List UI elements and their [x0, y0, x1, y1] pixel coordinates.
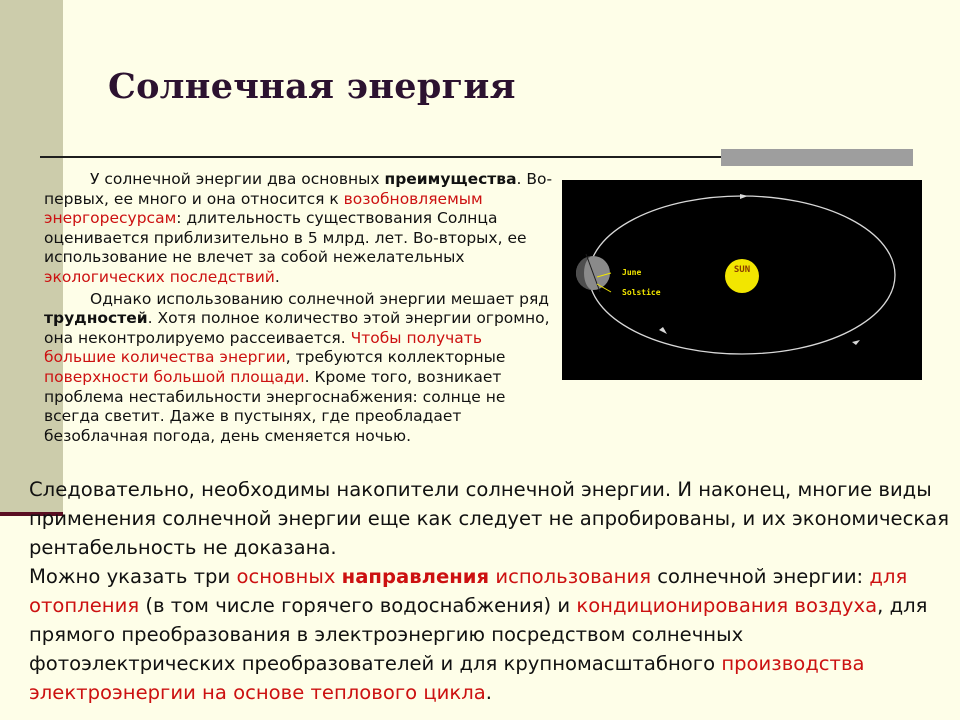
- highlight-large-surfaces: поверхности большой площади: [44, 367, 305, 386]
- highlight-thermal-cycle: производства электроэнергии на основе теплового цикла: [29, 652, 865, 704]
- paragraph-conclusion: Следовательно, необходимы накопители солнечной энергии. И наконец, многие виды применения солнечной энергии еще как следует не апробированы, и их экономическая рентабельность не доказана.: [29, 478, 949, 559]
- text-run: : длительность существования Солнца оценивается приблизительно в 5 млрд. лет. Во-вторых, ее использование не влечет за собой нежелательных: [44, 209, 527, 267]
- highlight-large-quantities: Чтобы получать большие количества энергии: [44, 328, 482, 367]
- upper-text-block: [44, 170, 554, 446]
- highlight-renewable: возобновляемым энергоресурсам: [44, 189, 483, 228]
- paragraph-advantages: [44, 170, 554, 288]
- orbit-svg: [562, 180, 922, 380]
- orbit-arrow-left: [659, 327, 667, 334]
- lower-text-block: [29, 475, 949, 707]
- text-run: .: [485, 681, 492, 704]
- highlight-usage: использования: [495, 565, 652, 588]
- text-run: .: [274, 267, 280, 286]
- slide-title: Солнечная энергия: [108, 66, 516, 107]
- text-run: , для прямого преобразования в электроэнергию посредством солнечных фотоэлектрических преобразователей и для крупномасштабного: [29, 594, 928, 675]
- highlight-air-conditioning: кондиционирования воздуха: [576, 594, 878, 617]
- highlight-heating: для отопления: [29, 565, 908, 617]
- keyword-difficulties: трудностей: [44, 309, 148, 328]
- june-label: June: [622, 268, 642, 277]
- text-run: , требуются коллекторные: [285, 348, 506, 367]
- keyword-directions: направления: [341, 565, 490, 588]
- gray-accent-bar: [721, 149, 913, 166]
- keyword-advantages: преимущества: [384, 170, 517, 188]
- text-run: Однако использованию солнечной энергии мешает ряд: [90, 289, 549, 308]
- solstice-label: Solstice: [622, 288, 661, 297]
- text-run: . Хотя полное количество этой энергии огромно, она неконтролируемо рассеивается.: [44, 309, 550, 347]
- paragraph-difficulties: [44, 290, 554, 447]
- text-run: солнечной энергии:: [657, 565, 864, 588]
- highlight-main: основных: [236, 565, 336, 588]
- text-run: Можно указать три: [29, 565, 231, 588]
- text-run: . Во-первых, ее много и она относится к: [44, 170, 553, 208]
- orbit-arrow-bottom: [852, 340, 860, 345]
- paragraph-directions: [29, 562, 949, 707]
- highlight-ecological: экологических последствий: [44, 267, 275, 286]
- sun-label: SUN: [733, 265, 751, 275]
- text-run: . Кроме того, возникает проблема нестабильности энергоснабжения: солнце не всегда светит. Даже в пустынях, где преобладает безоблачная погода, день сменяется ночью.: [44, 367, 506, 445]
- earth-orbit-diagram: [562, 180, 922, 380]
- text-run: У солнечной энергии два основных: [90, 170, 380, 188]
- text-run: (в том числе горячего водоснабжения) и: [145, 594, 571, 617]
